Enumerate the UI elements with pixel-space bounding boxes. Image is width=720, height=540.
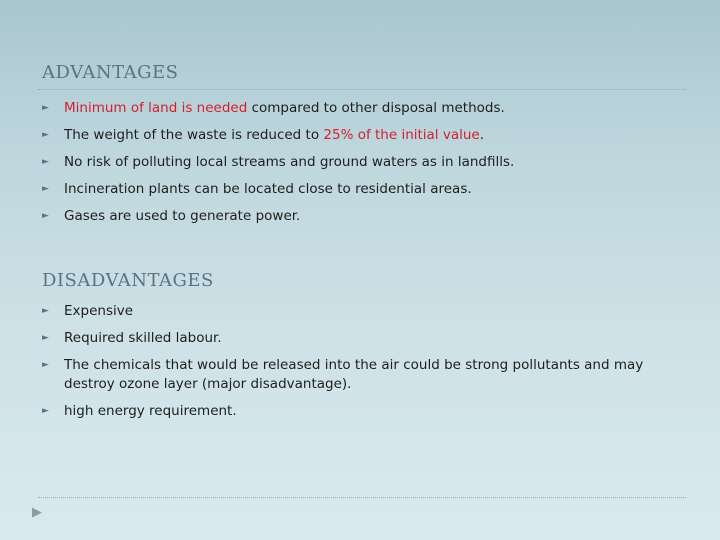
item-text: Gases are used to generate power.: [64, 208, 301, 224]
next-slide-arrow-icon[interactable]: ▶: [32, 505, 42, 520]
advantages-list: [42, 99, 672, 234]
list-item: [42, 402, 672, 421]
item-text: The weight of the waste is reduced to: [64, 127, 324, 143]
list-item: [42, 126, 672, 145]
highlight-text: 25% of the initial value: [323, 127, 480, 143]
bullet-icon: ►: [42, 211, 49, 221]
disadvantages-list: [42, 302, 672, 429]
item-text: Expensive: [64, 303, 134, 319]
item-text: Incineration plants can be located close to residential areas.: [64, 181, 472, 197]
item-text: The chemicals that would be released into the air could be strong pollutants and may destroy ozone layer (major disadvantage).: [64, 357, 644, 392]
bullet-icon: ►: [42, 157, 49, 167]
item-text: Required skilled labour.: [64, 330, 222, 346]
list-item: [42, 302, 672, 321]
bullet-icon: ►: [42, 333, 49, 343]
list-item: [42, 329, 672, 348]
disadvantages-heading: DISADVANTAGES: [42, 270, 214, 291]
list-item: [42, 153, 672, 172]
top-divider: [38, 89, 686, 90]
item-text: No risk of polluting local streams and ground waters as in landfills.: [64, 154, 515, 170]
bottom-divider: [38, 497, 686, 498]
item-text: compared to other disposal methods.: [247, 100, 505, 116]
bullet-icon: ►: [42, 184, 49, 194]
bullet-icon: ►: [42, 360, 49, 370]
item-tail: .: [479, 127, 485, 143]
advantages-heading: ADVANTAGES: [42, 62, 179, 83]
list-item: [42, 207, 672, 226]
bullet-icon: ►: [42, 406, 49, 416]
list-item: [42, 356, 672, 394]
bullet-icon: ►: [42, 103, 49, 113]
list-item: [42, 99, 672, 118]
item-text: high energy requirement.: [64, 403, 237, 419]
highlight-text: Minimum of land is needed: [64, 100, 248, 116]
bullet-icon: ►: [42, 130, 49, 140]
list-item: [42, 180, 672, 199]
bullet-icon: ►: [42, 306, 49, 316]
